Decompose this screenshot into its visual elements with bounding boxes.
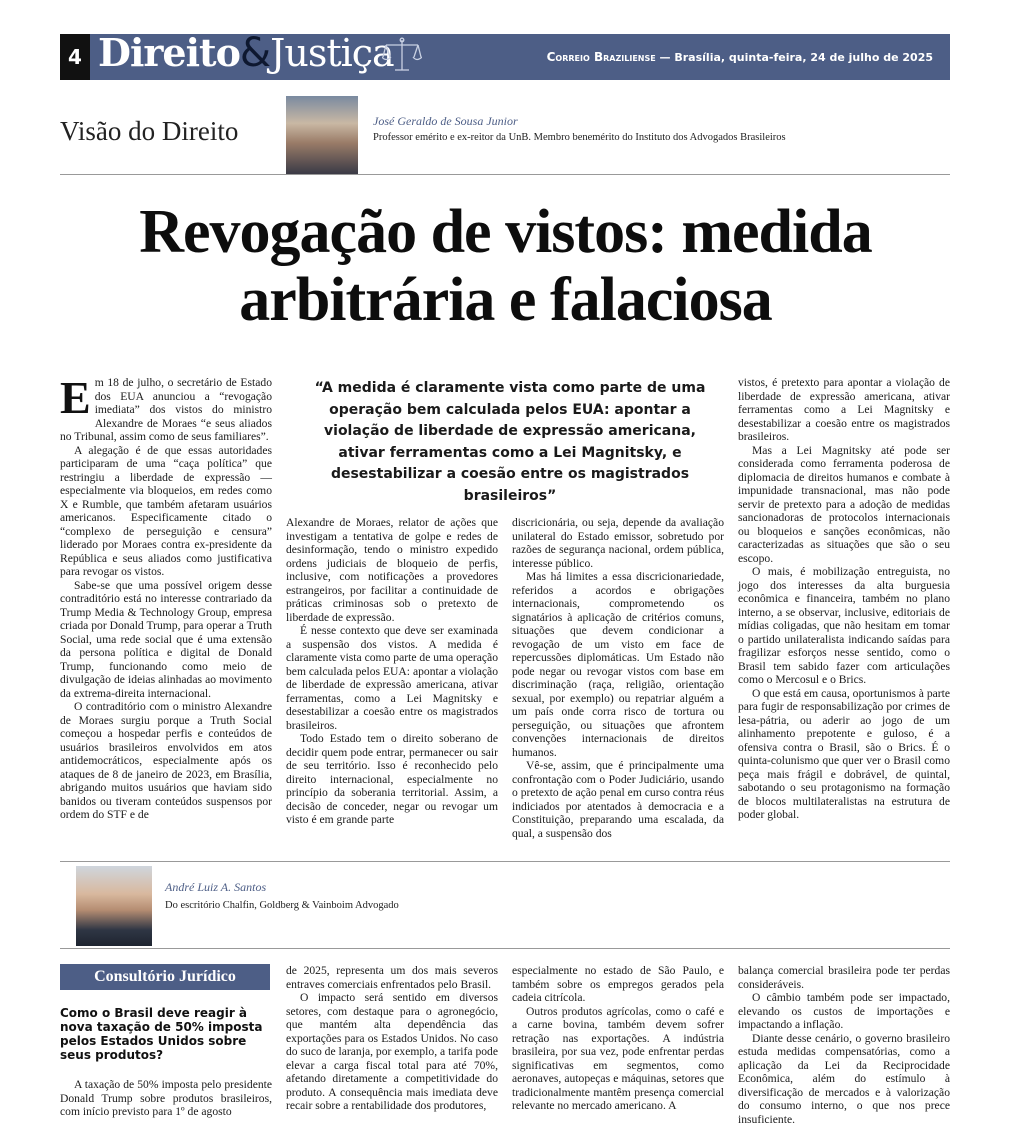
article-column-1 — [60, 372, 272, 822]
paragraph: de 2025, representa um dos mais severos entraves comerciais enfrentados pelo Brasil. — [286, 964, 498, 991]
consultorio-column-2 — [286, 964, 498, 1113]
consultorio-question: Como o Brasil deve reagir à nova taxação de 50% imposta pelos Estados Unidos sobre seus produtos? — [60, 1006, 263, 1062]
paragraph: Todo Estado tem o direito soberano de decidir quem pode entrar, permanecer ou sair de seu território. Isso é reconhecido pelo direito internacional, especialmente no princípio da soberania territorial. Assim, a decisão de conceder, negar ou revogar um visto é em grande parte — [286, 732, 498, 826]
paragraph: vistos, é pretexto para apontar a violação de liberdade de expressão americana, ativar ferramentas como a Lei Magnitsky e desestabilizar a coesão entre os magistrados brasileiros. — [738, 376, 950, 443]
author-role: Professor emérito e ex-reitor da UnB. Membro benemérito do Instituto dos Advogados Brasileiros — [373, 132, 786, 143]
divider — [60, 174, 950, 175]
divider — [60, 948, 950, 949]
section-title-part2: Justiça — [270, 31, 394, 75]
divider — [60, 861, 950, 862]
consultorio-column-1 — [60, 1078, 272, 1119]
column-name: Visão do Direito — [60, 116, 239, 146]
paragraph: O que está em causa, oportunismos à parte para fugir de responsabilização por crimes de lesa-pátria, ou aderir ao jogo de um alinhamento prepotente e guloso, é a ofensiva contra o Brasil, são o Brics. É o quinta-colunismo que quer ver o Brasil como peça mais frágil e dobrável, de quintal, sabotando o seu protagonismo na formação de blocos multilateralistas na estrutura de poder global. — [738, 686, 950, 821]
consultorio-column-4 — [738, 964, 950, 1126]
scales-of-justice-icon — [382, 36, 422, 74]
consultorio-title: Consultório Jurídico — [60, 964, 270, 990]
paragraph: O contraditório com o ministro Alexandre de Moraes surgiu porque a Truth Social começou a hospedar perfis e conteúdos de usuários brasileiros envolvidos em atos antidemocráticos, especialmente após os ataques de 8 de janeiro de 2023, em Brasília, abrigando muitos usuários que haviam sido banidos ou tiveram conteúdos suspensos por ordem do STF e de — [60, 700, 272, 821]
author-photo — [286, 96, 358, 174]
paragraph: O impacto será sentido em diversos setores, com destaque para o agronegócio, que mantém alta dependência das exportações para os Estados Unidos. No caso do suco de laranja, por exemplo, a tarifa pode elevar a carga fiscal total para até 70%, afetando diretamente a competitividade do produto. A consequência mais imediata deve recair sobre a rentabilidade dos produtores, — [286, 991, 498, 1112]
author-photo — [76, 866, 152, 946]
paragraph: Alexandre de Moraes, relator de ações que investigam a tentativa de golpe e redes de desinformação, tendo o ministro expedido ordens judiciais de bloqueio de perfis, inclusive, com notificações a provedores estrangeiros, por facilitar a continuidade de práticas criminosas sob o pretexto de liberdade de expressão. — [286, 516, 498, 624]
paragraph: discricionária, ou seja, depende da avaliação unilateral do Estado emissor, sobretudo por razões de segurança nacional, ordem pública, interesse público. — [512, 516, 724, 570]
paragraph: O mais, é mobilização entreguista, no jogo dos interesses da alta burguesia econômica e financeira, também no plano interno, a se observar, inclusive, editoriais de mídias coligadas, que não hesitam em tomar o partido unilateralista indicando saídas para fragilizar esforços nesse sentido, como o Brasil tem sabido fazer com articulações como o Mercosul e o Brics. — [738, 565, 950, 686]
paragraph: A alegação é de que essas autoridades participaram de uma “caça política” que restringiu a liberdade de expressão — especialmente via bloqueios, em redes como X e Rumble, que também afetaram usuários americanos. Especificamente citado o “complexo de perseguição e censura” liderado por Moraes contra ex-presidente da República e seus aliados como justificativa para revogar os vistos. — [60, 443, 272, 578]
article-column-4 — [738, 376, 950, 822]
article-column-2 — [286, 516, 498, 827]
paragraph: Diante desse cenário, o governo brasileiro estuda medidas compensatórias, como a aplicação da Lei da Reciprocidade Econômica, além do estímulo à diversificação de mercados e à valorização do consumo interno, o que nos prece insuficiente. — [738, 1031, 950, 1126]
headline-line-2: arbitrária e falaciosa — [239, 266, 772, 334]
paragraph: Mas há limites a essa discricionariedade, referidos a acordos e obrigações internacionais, comprometendo os signatários à aplicação de critérios comuns, situações que devem condicionar a revogação de um visto em face de repercussões diplomáticas. Um Estado não pode negar ou revogar vistos com base em discriminação (raça, religião, orientação sexual, por exemplo) ou repatriar alguém a um país onde corra risco de tortura ou perseguição, ou situações que afrontem convenções internacionais de direitos humanos. — [512, 570, 724, 759]
headline-line-1: Revogação de vistos: medida — [139, 198, 872, 266]
section-title-amp: & — [239, 30, 271, 76]
author-name: José Geraldo de Sousa Junior — [373, 114, 518, 128]
page-number: 4 — [60, 34, 90, 80]
paragraph: É nesse contexto que deve ser examinada a suspensão dos vistos. A medida é claramente vista como parte de uma operação bem calculada pelos EUA: apontar a violação de liberdade de expressão americana, ativar ferramentas, como a Lei Magnitsky e desestabilizar a coesão entre os magistrados brasileiros. — [286, 624, 498, 732]
paragraph: balança comercial brasileira pode ter perdas consideráveis. — [738, 964, 950, 991]
paragraph: Vê-se, assim, que é principalmente uma confrontação com o Poder Judiciário, usando o pretexto de ação penal em curso contra réus indiciados por atentados à democracia e a Constituição, preparando uma escalada, da qual, a suspensão dos — [512, 759, 724, 840]
paragraph: Mas a Lei Magnitsky até pode ser considerada como ferramenta poderosa de diplomacia de direitos humanos e combate à impunidade transnacional, mas não pode servir de pretexto para a adoção de medidas sancionadoras de protocolos internacionais ou bloqueios e sanções econômicas, não caracterizadas as situações que são o seu escopo. — [738, 443, 950, 565]
paragraph: Outros produtos agrícolas, como o café e a carne bovina, também devem sofrer retração nas exportações. A indústria brasileira, por sua vez, pode enfrentar perdas significativas em segmentos, como aeronaves, autopeças e máquinas, setores que tradicionalmente mantêm presença comercial relevante no mercado americano. A — [512, 1004, 724, 1112]
section-title-part1: Direito — [98, 30, 240, 75]
article-column-3 — [512, 516, 724, 840]
headline — [40, 198, 971, 334]
section-title — [98, 30, 394, 76]
paragraph: O câmbio também pode ser impactado, elevando os custos de importações e impactando a inflação. — [738, 991, 950, 1031]
author-role: Do escritório Chalfin, Goldberg & Vainboim Advogado — [165, 900, 399, 911]
drop-cap: E — [60, 372, 91, 423]
paragraph: A taxação de 50% imposta pelo presidente Donald Trump sobre produtos brasileiros, com início previsto para 1º de agosto — [60, 1078, 272, 1118]
dateline — [547, 50, 933, 64]
date-text: — Brasília, quinta-feira, 24 de julho de 2025 — [655, 51, 933, 64]
paragraph: Em 18 de julho, o secretário de Estado dos EUA anunciou a “revogação imediata” dos vistos do ministro Alexandre de Moraes “e seus aliados no Tribunal, assim como de seus familiares”. — [60, 372, 272, 443]
author-name: André Luiz A. Santos — [165, 880, 267, 894]
consultorio-column-3 — [512, 964, 724, 1113]
pull-quote: “A medida é claramente vista como parte de uma operação bem calculada pelos EUA: apontar a violação de liberdade de expressão americana, ativar ferramentas como a Lei Magnitsky, e desestabilizar a coesão entre os magistrados brasileiros” — [314, 380, 706, 504]
paragraph: especialmente no estado de São Paulo, e também sobre os empregos gerados pela cadeia citrícola. — [512, 964, 724, 1004]
paper-name: Correio Braziliense — [546, 50, 656, 64]
paragraph: Sabe-se que uma possível origem desse contraditório está no interesse contrariado da Trump Media & Technology Group, empresa criada por Donald Trump, para operar a Truth Social, uma rede social que é uma extensão da persona política e digital de Donald Trump, funcionando como meio de divulgação de ideias alinhadas ao movimento da extrema-direita internacional. — [60, 578, 272, 700]
